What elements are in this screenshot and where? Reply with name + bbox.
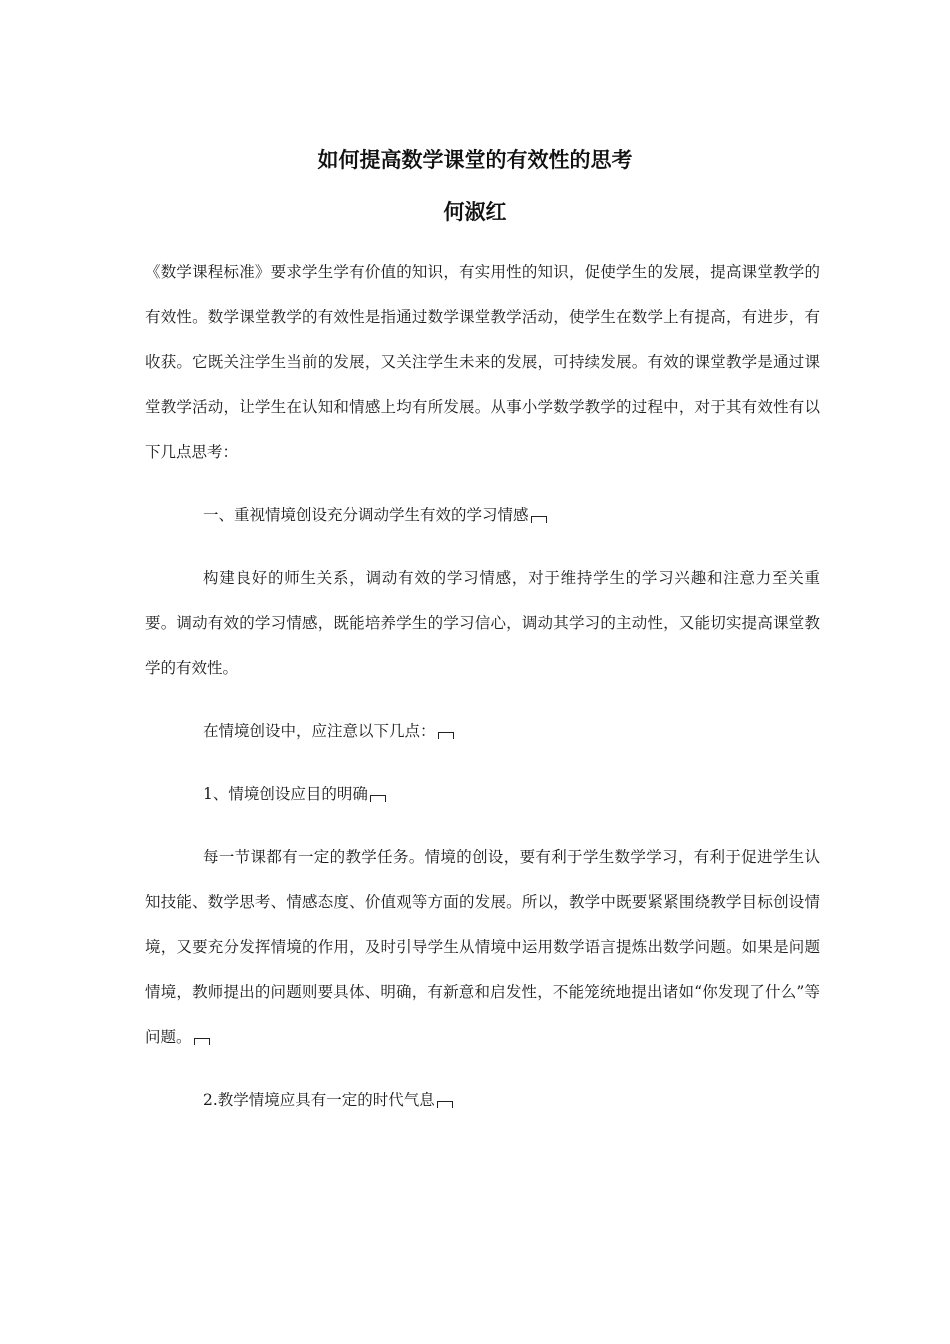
paragraph-mark-icon (437, 1101, 453, 1108)
paragraph-mark-icon (194, 1038, 210, 1045)
paragraph-mark-icon (438, 732, 454, 739)
document-author: 何淑红 (443, 200, 507, 224)
paragraph-task: 每一节课都有一定的教学任务。情境的创设，要有利于学生数学学习，有利于促进学生认知技能、数学思考、情感态度、价值观等方面的发展。所以，教学中既要紧紧围绕教学目标创设情境，又要充分发挥情境的作用，及时引导学生从情境中运用数学语言提炼出数学问题。如果是问题情境，教师提出的问题则要具体、明确，有新意和启发性，不能笼统地提出诸如“你发现了什么”等问题。 (145, 848, 820, 1046)
subheading-2: 2.教学情境应具有一定的时代气息 (145, 1078, 820, 1123)
paragraph-notes-lead: 在情境创设中，应注意以下几点： (145, 709, 820, 754)
paragraph-mark-icon (531, 516, 547, 523)
document-title: 如何提高数学课堂的有效性的思考 (317, 148, 633, 172)
paragraph-intro: 《数学课程标准》要求学生学有价值的知识，有实用性的知识，促使学生的发展，提高课堂教学的有效性。数学课堂教学的有效性是指通过数学课堂教学活动，使学生在数学上有提高，有进步，有收获。它既关注学生当前的发展，又关注学生未来的发展，可持续发展。有效的课堂教学是通过课堂教学活动，让学生在认知和情感上均有所发展。从事小学数学教学的过程中，对于其有效性有以下几点思考： (145, 263, 820, 461)
subheading-1: 1、情境创设应目的明确 (145, 772, 820, 817)
document-body (145, 250, 820, 1123)
paragraph-relationship: 构建良好的师生关系，调动有效的学习情感，对于维持学生的学习兴趣和注意力至关重要。调动有效的学习情感，既能培养学生的学习信心，调动其学习的主动性，又能切实提高课堂教学的有效性。 (145, 569, 820, 677)
section-heading-1: 一、重视情境创设充分调动学生有效的学习情感 (145, 493, 820, 538)
paragraph-mark-icon (370, 795, 386, 802)
